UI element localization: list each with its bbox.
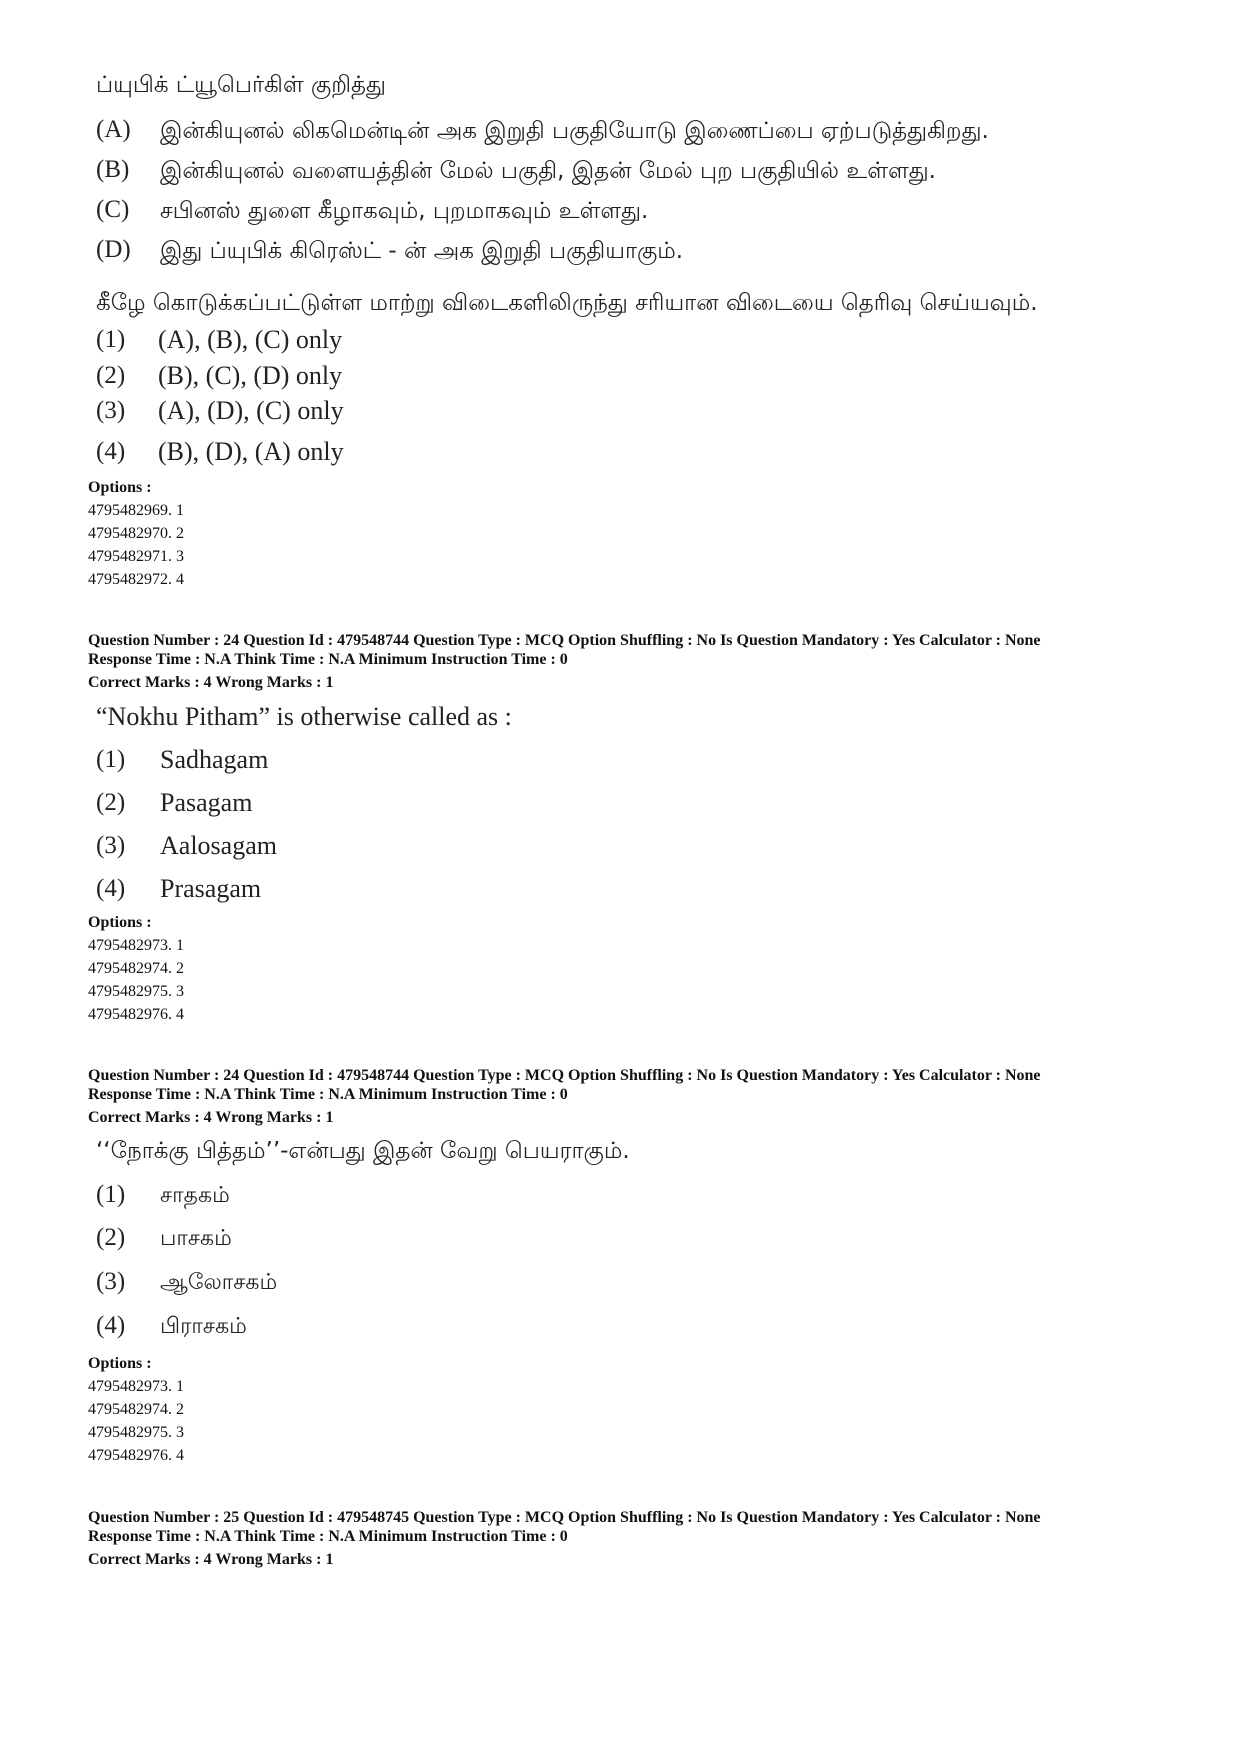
q24-ta-choice-3: ஆலோசகம் [160, 1270, 278, 1295]
q24-ta-choice-2: பாசகம் [160, 1226, 232, 1251]
q24-en-meta-line1: Question Number : 24 Question Id : 479548744 Question Type : MCQ Option Shuffling : No Is Question Mandatory : Yes Calculator : None [88, 632, 1041, 649]
q23-option-id-4: 4795482972. 4 [88, 571, 184, 588]
q25-marks: Correct Marks : 4 Wrong Marks : 1 [88, 1551, 334, 1568]
q25-meta-line2: Response Time : N.A Think Time : N.A Minimum Instruction Time : 0 [88, 1528, 568, 1545]
q23-choice-1-label: (1) [96, 326, 126, 353]
q24-ta-choice-4: பிராசகம் [160, 1314, 247, 1339]
q24-ta-option-id-2: 4795482974. 2 [88, 1401, 184, 1418]
q24-en-choice-4: Prasagam [160, 874, 262, 903]
q23-statement-a-label: (A) [96, 116, 131, 143]
q24-en-choice-1-label: (1) [96, 746, 126, 773]
q24-en-choice-3: Aalosagam [160, 831, 277, 860]
q24-ta-choice-4-label: (4) [96, 1312, 126, 1339]
q23-statement-d-label: (D) [96, 236, 131, 263]
q24-ta-option-id-4: 4795482976. 4 [88, 1447, 184, 1464]
q24-ta-choice-1: சாதகம் [160, 1183, 230, 1208]
q23-choice-3: (A), (D), (C) only [158, 396, 344, 425]
q24-ta-stem: ‘‘நோக்கு பித்தம்’’-என்பது இதன் வேறு பெயராகும். [96, 1138, 630, 1164]
q24-ta-choice-2-label: (2) [96, 1224, 126, 1251]
q23-choice-2: (B), (C), (D) only [158, 361, 343, 390]
q24-en-option-id-4: 4795482976. 4 [88, 1006, 184, 1023]
q23-option-id-3: 4795482971. 3 [88, 548, 184, 565]
q24-en-option-id-2: 4795482974. 2 [88, 960, 184, 977]
q24-ta-marks: Correct Marks : 4 Wrong Marks : 1 [88, 1109, 334, 1126]
q23-choice-1: (A), (B), (C) only [158, 325, 343, 354]
q23-statement-d: இது ப்யுபிக் கிரெஸ்ட் - ன் அக இறுதி பகுதியாகும். [160, 238, 684, 264]
q24-ta-options-heading: Options : [88, 1355, 152, 1372]
q23-statement-b: இன்கியுனல் வளையத்தின் மேல் பகுதி, இதன் மேல் புற பகுதியில் உள்ளது. [160, 158, 936, 184]
q24-en-choice-2: Pasagam [160, 788, 253, 817]
q24-en-stem: “Nokhu Pitham” is otherwise called as : [96, 702, 512, 731]
q24-en-option-id-3: 4795482975. 3 [88, 983, 184, 1000]
q24-ta-option-id-1: 4795482973. 1 [88, 1378, 184, 1395]
q25-meta-line1: Question Number : 25 Question Id : 479548745 Question Type : MCQ Option Shuffling : No Is Question Mandatory : Yes Calculator : None [88, 1509, 1041, 1526]
q23-statement-a: இன்கியுனல் லிகமென்டின் அக இறுதி பகுதியோடு இணைப்பை ஏற்படுத்துகிறது. [160, 118, 989, 144]
q24-en-choice-2-label: (2) [96, 789, 126, 816]
q24-en-options-heading: Options : [88, 914, 152, 931]
q23-choice-4-label: (4) [96, 438, 126, 465]
q23-statement-c: சபினஸ் துளை கீழாகவும், புறமாகவும் உள்ளது. [160, 198, 649, 224]
q23-choice-3-label: (3) [96, 397, 126, 424]
q24-en-choice-4-label: (4) [96, 875, 126, 902]
q24-en-marks: Correct Marks : 4 Wrong Marks : 1 [88, 674, 334, 691]
q24-ta-meta-line2: Response Time : N.A Think Time : N.A Minimum Instruction Time : 0 [88, 1086, 568, 1103]
q24-en-option-id-1: 4795482973. 1 [88, 937, 184, 954]
q24-en-choice-3-label: (3) [96, 832, 126, 859]
q23-options-heading: Options : [88, 479, 152, 496]
q24-en-choice-1: Sadhagam [160, 745, 269, 774]
q24-en-meta-line2: Response Time : N.A Think Time : N.A Minimum Instruction Time : 0 [88, 651, 568, 668]
q24-ta-choice-3-label: (3) [96, 1268, 126, 1295]
q23-stem: ப்யுபிக் ட்யூபெர்கிள் குறித்து [96, 72, 386, 98]
q23-choice-4: (B), (D), (A) only [158, 437, 344, 466]
q23-statement-b-label: (B) [96, 156, 130, 183]
q24-ta-meta-line1: Question Number : 24 Question Id : 479548744 Question Type : MCQ Option Shuffling : No Is Question Mandatory : Yes Calculator : None [88, 1067, 1041, 1084]
q24-ta-choice-1-label: (1) [96, 1181, 126, 1208]
q23-choice-2-label: (2) [96, 362, 126, 389]
q23-option-id-1: 4795482969. 1 [88, 502, 184, 519]
q24-ta-option-id-3: 4795482975. 3 [88, 1424, 184, 1441]
q23-statement-c-label: (C) [96, 196, 130, 223]
q23-instruction: கீழே கொடுக்கப்பட்டுள்ள மாற்று விடைகளிலிருந்து சரியான விடையை தெரிவு செய்யவும். [96, 290, 1038, 316]
q23-option-id-2: 4795482970. 2 [88, 525, 184, 542]
